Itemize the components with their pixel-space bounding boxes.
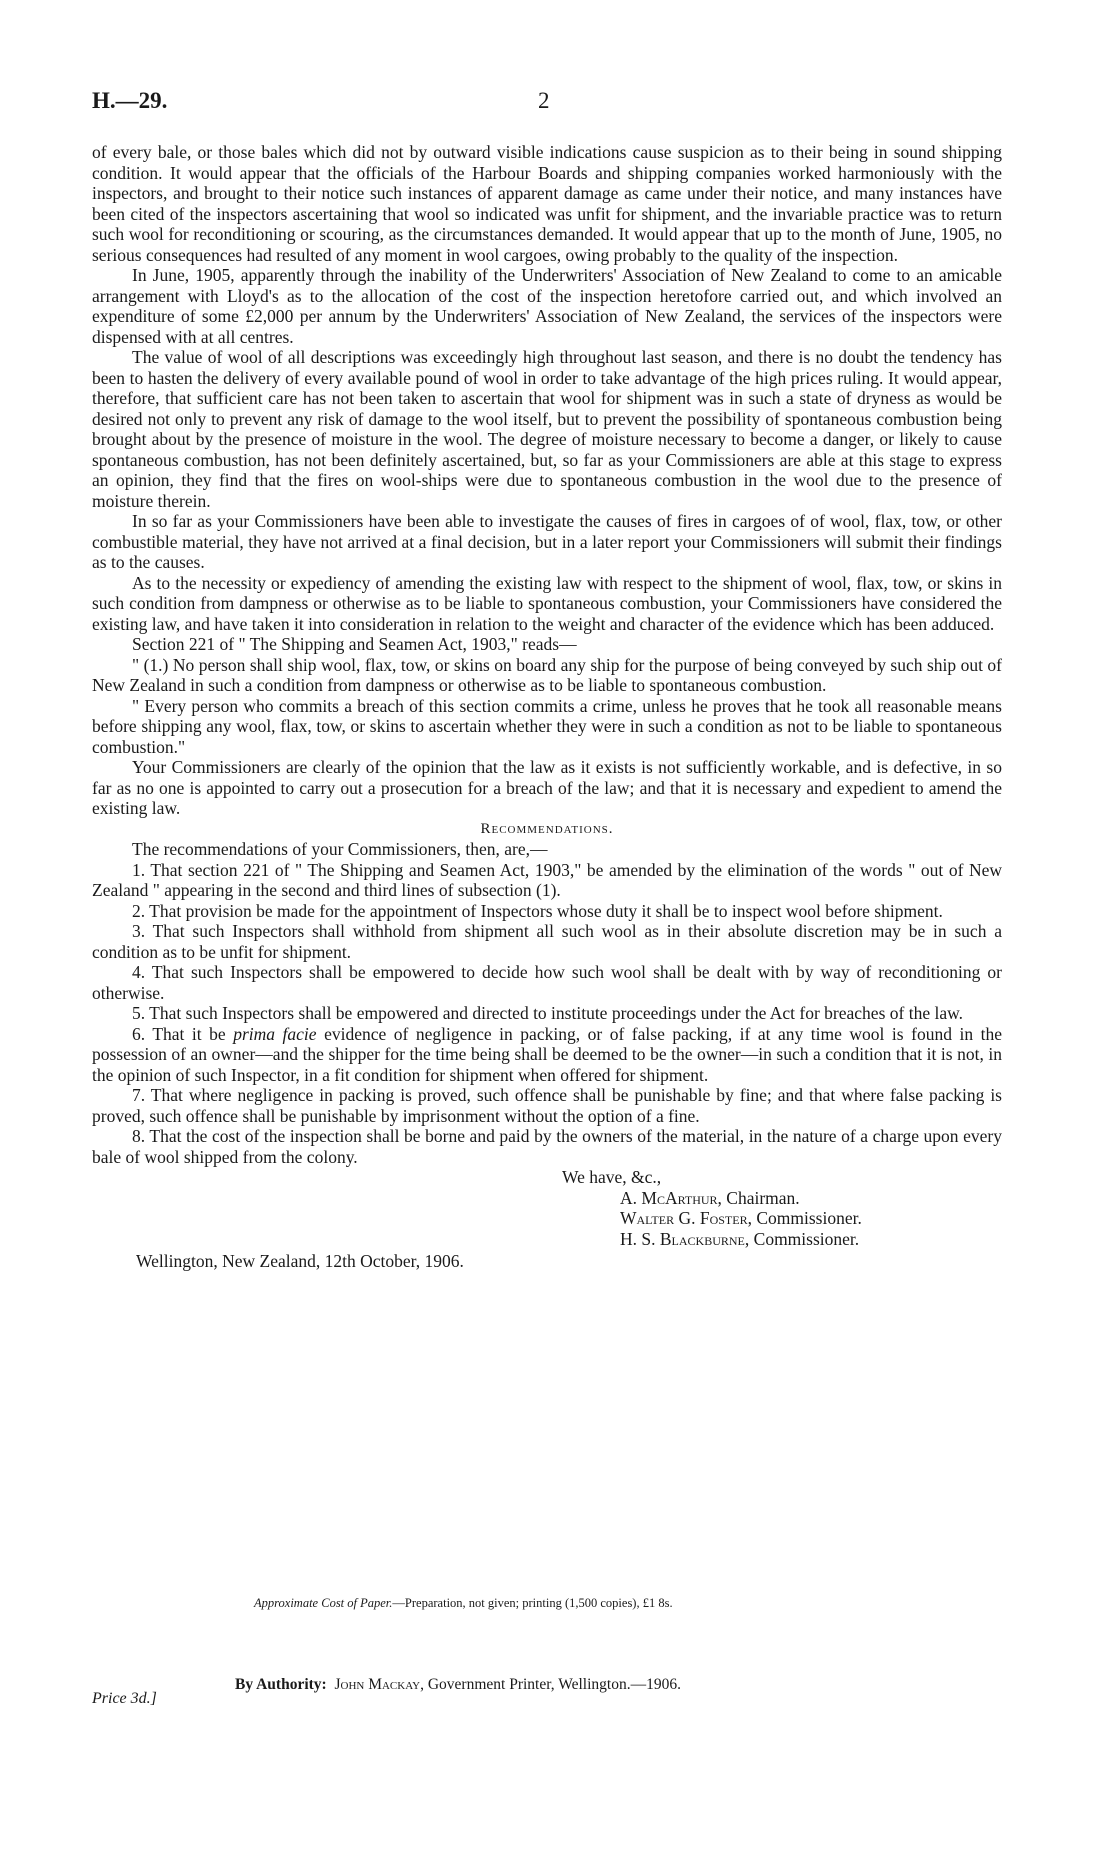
recommendation-7: 7. That where negligence in packing is proved, such offence shall be punishable by fine; and that where false packing is proved, such offence shall be punishable by imprisonment without the option of a fine.: [92, 1085, 1002, 1126]
signer-1-role: , Chairman.: [717, 1187, 800, 1208]
signer-commissioner-2: [620, 1229, 1002, 1250]
signer-3-role: , Commissioner.: [744, 1228, 860, 1249]
recommendation-6-latin: prima facie: [233, 1023, 317, 1044]
recommendation-6: [92, 1024, 1002, 1086]
imprint-lead: By Authority:: [235, 1676, 327, 1693]
paragraph-amending-law: As to the necessity or expediency of amending the existing law with respect to the shipment of wool, flax, tow, or skins in such condition from dampness or otherwise as to be liable to spontaneous combustion, your Commissioners have considered the existing law, and have taken it into consideration in relation to the weight and character of the evidence which has been adduced.: [92, 572, 1002, 634]
recommendation-3: 3. That such Inspectors shall withhold from shipment all such wool as in their absolute discretion may be in such a condition as to be unfit for shipment.: [92, 921, 1002, 962]
price-note: Price 3d.]: [92, 1690, 157, 1707]
cost-of-paper-note: [254, 1596, 673, 1611]
signer-commissioner-1: [620, 1208, 1002, 1229]
signer-chairman: [620, 1188, 1002, 1209]
recommendation-6-end: evidence of negligence in packing, or of false packing, if at any time wool is found in the possession of an owner—and the shipper for the time being shall be deemed to be the owner—in such a condition that it is not, in the opinion of such Inspector, in a fit condition for shipment when offered for shipment.: [92, 1023, 1002, 1085]
recommendation-6-start: 6. That it be: [132, 1023, 234, 1044]
printer-name: John Mackay: [334, 1676, 421, 1693]
salutation: We have, &c.,: [562, 1167, 662, 1187]
quote-subsection-1: " (1.) No person shall ship wool, flax, tow, or skins on board any ship for the purpose of being conveyed by such ship out of New Zealand in such a condition from dampness or otherwise as to be liable to spontaneous combustion.: [92, 654, 1002, 695]
report-reference: H.—29.: [92, 88, 168, 113]
recommendation-5: 5. That such Inspectors shall be empowered and directed to institute proceedings under the Act for breaches of the law.: [132, 1003, 963, 1023]
paragraph-fire-causes: In so far as your Commissioners have been able to investigate the causes of fires in cargoes of of wool, flax, tow, or other combustible material, they have not arrived at a final decision, but in a later report your Commissioners will submit their findings as to the causes.: [92, 511, 1002, 572]
recommendation-4: 4. That such Inspectors shall be empowered to decide how such wool shall be dealt with by way of reconditioning or otherwise.: [92, 962, 1002, 1003]
recommendation-8: 8. That the cost of the inspection shall be borne and paid by the owners of the material, in the nature of a charge upon every bale of wool shipped from the colony.: [92, 1126, 1002, 1167]
paragraph-section-221: Section 221 of " The Shipping and Seamen Act, 1903," reads—: [132, 634, 577, 654]
page-number: 2: [538, 88, 550, 113]
paragraph-continued: of every bale, or those bales which did not by outward visible indications cause suspicion as to their being in sound shipping condition. It would appear that the officials of the Harbour Boards and shipping companies worked harmoniously with the inspectors, and brought to their notice such instances of apparent damage as came under their notice, and many instances have been cited of the inspectors ascertaining that wool so indicated was unfit for shipment, and the invariable practice was to return such wool for reconditioning or scouring, as the circumstances demanded. It would appear that up to the month of June, 1905, no serious consequences had resulted of any moment in wool cargoes, owing probably to the quality of the inspection.: [92, 142, 1002, 265]
recommendation-2: 2. That provision be made for the appointment of Inspectors whose duty it shall be to inspect wool before shipment.: [132, 900, 943, 921]
signature-block: [562, 1167, 1002, 1249]
signer-3-name: H. S. Blackburne: [620, 1228, 745, 1249]
signer-1-name: A. McArthur: [620, 1187, 718, 1208]
quote-breach: " Every person who commits a breach of this section commits a crime, unless he proves that he took all reasonable means before shipping any wool, flax, tow, or skins to ascertain whether they were in such a condition as not to be liable to spontaneous combustion.": [92, 695, 1002, 757]
recommendations-intro: The recommendations of your Commissioners, then, are,—: [132, 839, 548, 859]
paragraph-law-defective: Your Commissioners are clearly of the opinion that the law as it exists is not sufficiently workable, and is defective, in so far as no one is appointed to carry out a prosecution for a breach of the law; and that it is necessary and expedient to amend the existing law.: [92, 757, 1002, 818]
paragraph-inspectors-dispensed: In June, 1905, apparently through the inability of the Underwriters' Association of New Zealand to come to an amicable arrangement with Lloyd's as to the allocation of the cost of the inspection heretofore carried out, and which involved an expenditure of some £2,000 per annum by the Underwriters' Association of New Zealand, the services of the inspectors were dispensed with at all centres.: [92, 265, 1002, 347]
signer-list: [620, 1188, 1002, 1250]
paragraph-wool-value: The value of wool of all descriptions was exceedingly high throughout last season, and there is no doubt the tendency has been to hasten the delivery of every available pound of wool in order to take advantage of the high prices ruling. It would appear, therefore, that sufficient care has not been taken to ascertain that wool for shipment was in such a state of dryness as would be desired not only to prevent any risk of damage to the wool itself, but to prevent the possibility of spontaneous combustion being brought about by the presence of moisture in the wool. The degree of moisture necessary to become a danger, or likely to cause spontaneous combustion, has not been definitely ascertained, but, so far as your Commissioners are able at this stage to express an opinion, they find that the fires on wool-ships were due to spontaneous combustion in the wool due to the presence of moisture therein.: [92, 347, 1002, 511]
cost-text: —Preparation, not given; printing (1,500 copies), £1 8s.: [392, 1596, 673, 1610]
place-and-date: Wellington, New Zealand, 12th October, 1906.: [136, 1251, 464, 1271]
recommendations-heading: Recommendations.: [480, 820, 614, 837]
cost-label: Approximate Cost of Paper.: [254, 1596, 393, 1610]
printer-imprint: [235, 1676, 681, 1694]
signer-2-name: Walter G. Foster: [620, 1208, 748, 1228]
signer-2-role: , Commissioner.: [747, 1208, 862, 1228]
report-body: [92, 142, 1002, 1272]
recommendation-1: 1. That section 221 of " The Shipping and Seamen Act, 1903," be amended by the elimination of the words " out of New Zealand " appearing in the second and third lines of subsection (1).: [92, 859, 1002, 900]
imprint-rest: , Government Printer, Wellington.—1906.: [420, 1676, 681, 1693]
